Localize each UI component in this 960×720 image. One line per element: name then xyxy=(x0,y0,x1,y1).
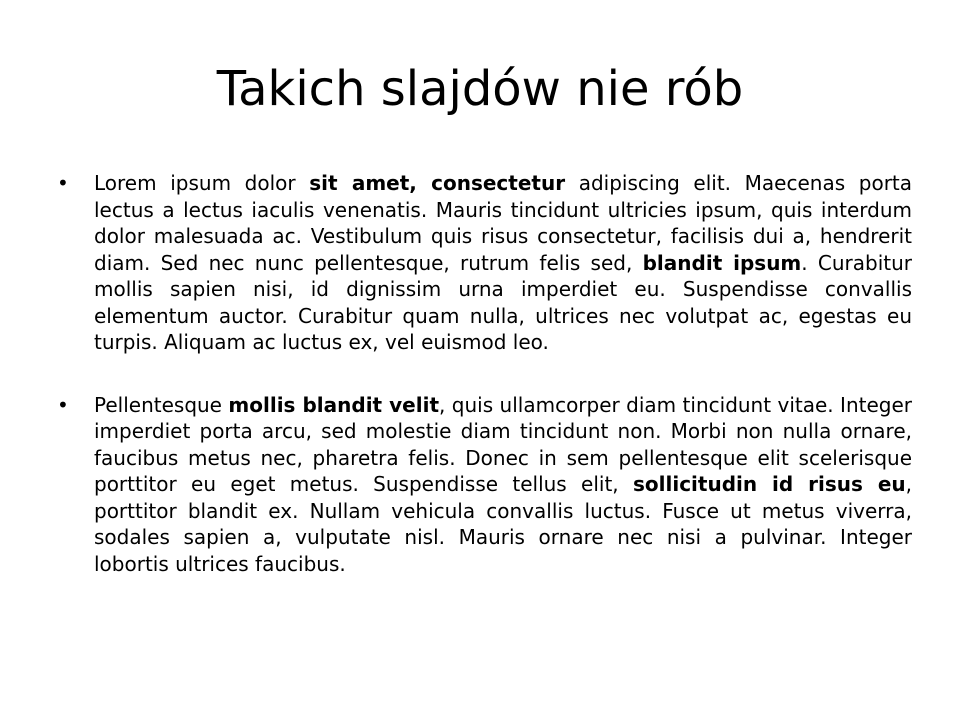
bullet-list xyxy=(57,170,913,613)
slide-title: Takich slajdów nie rób xyxy=(216,61,744,117)
bullet-text-bold-segment: mollis blandit velit xyxy=(228,392,440,417)
bullet-text-bold-segment: sit amet, consectetur xyxy=(309,171,566,195)
bullet-text-segment: . Curabitur mollis sapien nisi, id dignissim urna imperdiet eu. Suspendisse convallis elementum auctor. Curabitur quam nulla, ultrices nec volutpat ac, egestas eu turpis. Aliquam ac luctus ex, vel euismod leo. xyxy=(94,250,913,354)
bullet-icon: • xyxy=(57,171,69,195)
bullet-text-segment: , porttitor blandit ex. Nullam vehicula convallis luctus. Fusce ut metus viverra, sodales sapien a, vulputate nisl. Mauris ornare nec nisi a pulvinar. Integer lobortis ultrices faucibus. xyxy=(94,472,912,576)
bullet-icon: • xyxy=(57,392,69,417)
bullet-item xyxy=(57,392,912,578)
bullet-text-segment: Pellentesque xyxy=(94,392,229,417)
bullet-text-segment: adipiscing elit. Maecenas porta lectus a lectus iaculis venenatis. Mauris tincidunt ultricies ipsum, quis interdum dolor malesuada ac. Vestibulum quis risus consectetur, facilisis dui a, hendrerit diam. Sed nec nunc pellentesque, rutrum felis sed, xyxy=(94,171,913,275)
bullet-text-segment: , quis ullamcorper diam tincidunt vitae. Integer imperdiet porta arcu, sed molestie diam tincidunt non. Morbi non nulla ornare, faucibus metus nec, pharetra felis. Donec in sem pellentesque elit scelerisque porttitor eu eget metus. Suspendisse tellus elit, xyxy=(94,392,912,496)
bullet-item xyxy=(57,170,913,356)
bullet-text-bold-segment: blandit ipsum xyxy=(642,250,802,275)
bullet-text-segment: Lorem ipsum dolor xyxy=(94,171,310,195)
bullet-text-bold-segment: sollicitudin id risus eu xyxy=(632,472,906,496)
